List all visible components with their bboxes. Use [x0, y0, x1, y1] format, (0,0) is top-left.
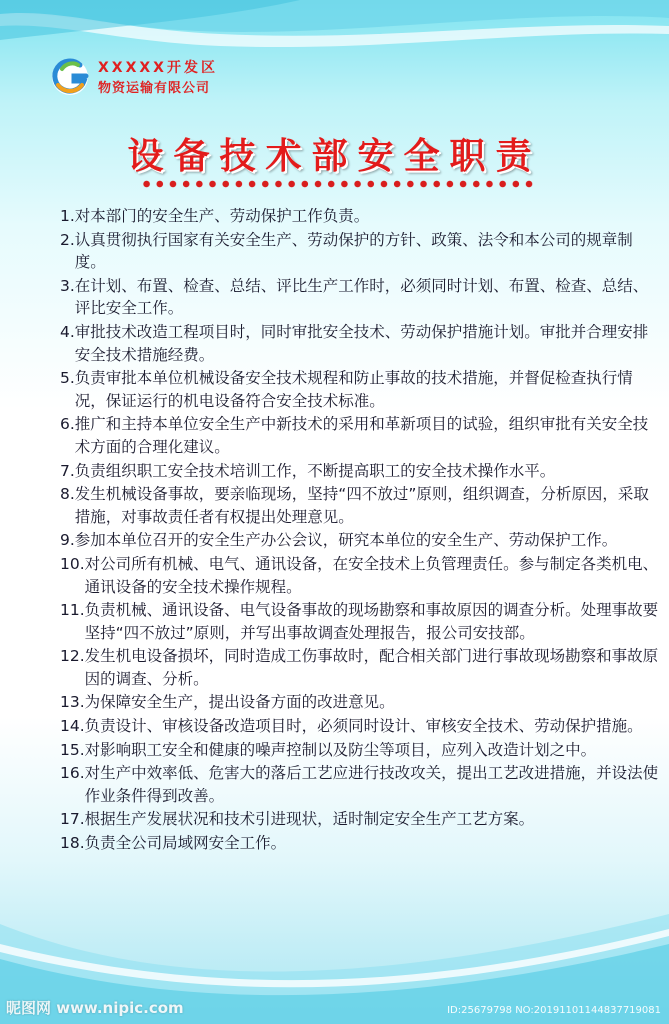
duty-text: 对公司所有机械、电气、通讯设备，在安全技术上负管理责任。参与制定各类机电、通讯设备的安全技术操作规程。	[84, 554, 659, 596]
duty-item	[60, 229, 660, 274]
duty-item	[60, 529, 660, 552]
duty-number: 2.	[60, 230, 75, 249]
duty-text: 负责组织职工安全技术培训工作，不断提高职工的安全技术操作水平。	[74, 461, 556, 480]
duty-text: 负责机械、通讯设备、电气设备事故的现场勘察和事故原因的调查分析。处理事故要坚持“四不放过”原则，并写出事故调查处理报告，报公司安技部。	[84, 601, 659, 642]
duty-item	[60, 460, 660, 483]
duty-item	[60, 321, 660, 366]
duty-number: 5.	[60, 369, 75, 388]
duty-number: 17.	[60, 810, 85, 829]
duty-text: 审批技术改造工程项目时，同时审批安全技术、劳动保护措施计划。审批并合理安排安全技术措施经费。	[74, 322, 649, 364]
duty-number: 3.	[60, 276, 75, 295]
duty-item	[60, 205, 660, 228]
duty-text: 发生机电设备损坏，同时造成工伤事故时，配合相关部门进行事故现场勘察和事故原因的调查、分析。	[84, 647, 659, 688]
duty-item	[60, 645, 660, 690]
duty-item	[60, 367, 660, 412]
duty-text: 在计划、布置、检查、总结、评比生产工作时，必须同时计划、布置、检查、总结、评比安全工作。	[74, 276, 649, 318]
duty-item	[60, 413, 660, 458]
duty-number: 8.	[60, 485, 75, 504]
duty-item	[60, 808, 660, 831]
duty-text: 对生产中效率低、危害大的落后工艺应进行技改攻关，提出工艺改进措施，并设法使作业条件得到改善。	[84, 764, 659, 805]
duty-number: 9.	[60, 531, 75, 550]
duty-item	[60, 599, 660, 644]
duty-text: 对影响职工安全和健康的噪声控制以及防尘等项目，应列入改造计划之中。	[84, 740, 597, 759]
duty-text: 负责全公司局域网安全工作。	[84, 834, 287, 853]
company-header	[50, 55, 310, 99]
duty-item	[60, 715, 660, 738]
duty-number: 14.	[60, 717, 85, 736]
duty-number: 6.	[60, 415, 75, 434]
duty-item	[60, 553, 660, 598]
watermark-site: 昵图网 www.nipic.com	[6, 999, 184, 1017]
duty-number: 12.	[60, 647, 85, 666]
company-logo-icon	[50, 57, 90, 97]
duty-number: 16.	[60, 764, 85, 783]
duty-item	[60, 483, 660, 528]
duty-item	[60, 832, 660, 855]
duty-item	[60, 275, 660, 320]
duty-number: 4.	[60, 322, 75, 341]
duty-text: 推广和主持本单位安全生产中新技术的采用和革新项目的试验，组织审批有关安全技术方面的合理化建议。	[74, 415, 649, 456]
duty-text: 负责设计、审核设备改造项目时，必须同时设计、审核安全技术、劳动保护措施。	[84, 717, 643, 736]
duty-text: 参加本单位召开的安全生产办公会议，研究本单位的安全生产、劳动保护工作。	[74, 531, 618, 550]
duty-text: 发生机械设备事故，要亲临现场，坚持“四不放过”原则，组织调查，分析原因，采取措施，对事故责任者有权提出处理意见。	[74, 485, 649, 526]
duty-number: 11.	[60, 601, 85, 620]
duty-text: 对本部门的安全生产、劳动保护工作负责。	[74, 207, 370, 225]
watermark-id: ID:25679798 NO:20191101144837719081	[447, 1005, 661, 1016]
duty-text: 为保障安全生产，提出设备方面的改进意见。	[84, 693, 395, 712]
duty-text: 认真贯彻执行国家有关安全生产、劳动保护的方针、政策、法令和本公司的规章制度。	[74, 230, 633, 272]
duty-text: 根据生产发展状况和技术引进现状，适时制定安全生产工艺方案。	[84, 810, 535, 829]
duty-number: 15.	[60, 740, 85, 759]
duty-number: 13.	[60, 693, 85, 712]
duty-text: 负责审批本单位机械设备安全技术规程和防止事故的技术措施，并督促检查执行情况，保证运行的机电设备符合安全技术标准。	[74, 369, 633, 410]
duty-number: 18.	[60, 834, 85, 853]
duty-number: 7.	[60, 461, 75, 480]
duties-list	[60, 205, 660, 856]
duty-item	[60, 762, 660, 807]
duty-number: 1.	[60, 207, 75, 225]
duty-item	[60, 691, 660, 714]
page-title: 设备技术部安全职责	[127, 136, 542, 177]
company-name-line1: XXXXX开发区	[98, 60, 218, 76]
duty-number: 10.	[60, 554, 85, 573]
company-name-line2: 物资运输有限公司	[98, 81, 211, 96]
dotted-divider	[140, 180, 535, 188]
duty-item	[60, 739, 660, 762]
